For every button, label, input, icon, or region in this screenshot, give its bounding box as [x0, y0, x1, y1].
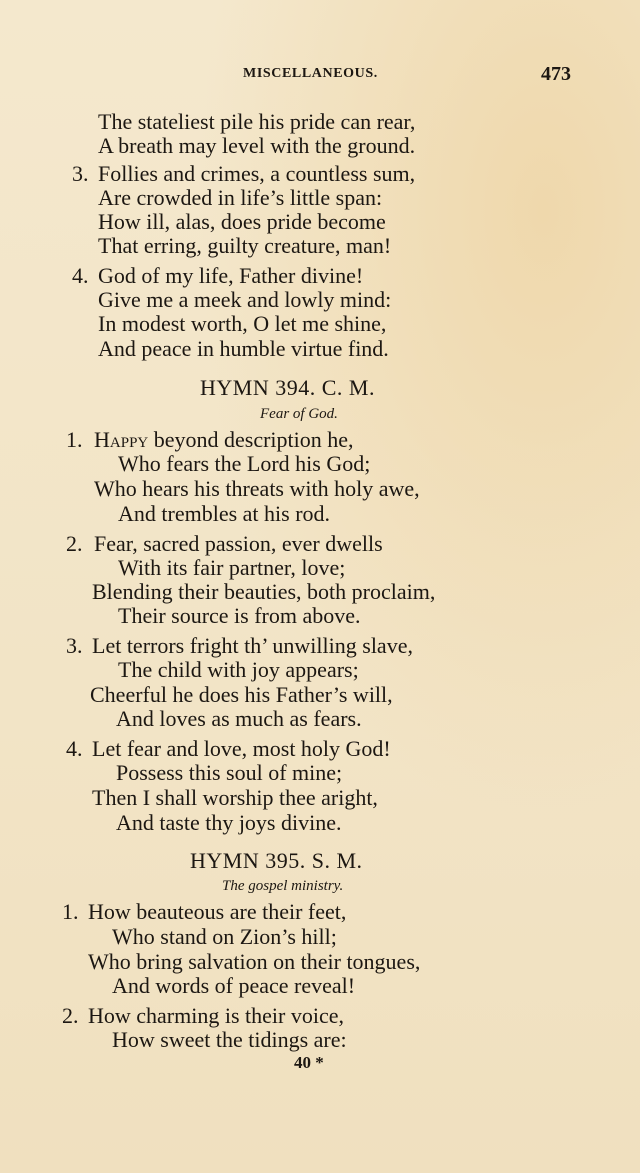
verse-line: Let fear and love, most holy God!	[92, 736, 391, 761]
hymn-subtitle: Fear of God.	[260, 406, 338, 422]
verse-number: 1.	[66, 427, 83, 452]
verse-line: How charming is their voice,	[88, 1003, 344, 1028]
verse-line: Who hears his threats with holy awe,	[94, 476, 420, 501]
verse-line: And trembles at his rod.	[118, 501, 331, 526]
verse-line: Blending their beauties, both proclaim,	[92, 579, 436, 604]
verse-line: In modest worth, O let me shine,	[98, 311, 387, 336]
verse-line: Let terrors fright th’ unwilling slave,	[92, 633, 413, 658]
verse-line: The stateliest pile his pride can rear,	[98, 109, 416, 134]
verse-number: 2.	[62, 1003, 79, 1028]
verse-number: 4.	[72, 263, 89, 288]
verse-line: Are crowded in life’s little span:	[98, 185, 383, 210]
verse-line: Cheerful he does his Father’s will,	[90, 682, 393, 707]
verse-line-rest: beyond description he,	[148, 427, 354, 452]
verse-number: 2.	[66, 531, 83, 556]
verse-line: Give me a meek and lowly mind:	[98, 287, 392, 312]
verse-line: That erring, guilty creature, man!	[98, 233, 392, 258]
verse-line: How beauteous are their feet,	[88, 899, 347, 924]
verse-line: Who fears the Lord his God;	[118, 451, 371, 476]
verse-line: And peace in humble virtue find.	[98, 336, 389, 361]
verse-line: God of my life, Father divine!	[98, 263, 364, 288]
verse-line: And words of peace reveal!	[112, 973, 356, 998]
initial-word: Happy	[94, 427, 149, 452]
verse-line: A breath may level with the ground.	[98, 133, 416, 158]
verse-line: Who bring salvation on their tongues,	[88, 949, 421, 974]
verse-line: Then I shall worship thee aright,	[92, 785, 378, 810]
verse-line: How sweet the tidings are:	[112, 1027, 347, 1052]
verse-number: 4.	[66, 736, 83, 761]
verse-line: With its fair partner, love;	[118, 555, 346, 580]
hymn-subtitle: The gospel ministry.	[222, 878, 344, 894]
signature-mark: 40 *	[294, 1053, 324, 1072]
page-number: 473	[541, 63, 571, 85]
verse-line: Possess this soul of mine;	[116, 760, 343, 785]
verse-number: 3.	[66, 633, 83, 658]
verse-line: Follies and crimes, a countless sum,	[98, 161, 416, 186]
hymn-title: HYMN 394. C. M.	[200, 375, 375, 400]
verse-line: Fear, sacred passion, ever dwells	[94, 531, 383, 556]
verse-line: The child with joy appears;	[118, 657, 359, 682]
verse-line: How ill, alas, does pride become	[98, 209, 386, 234]
page-header	[0, 63, 640, 90]
verse-line: Who stand on Zion’s hill;	[112, 924, 337, 949]
verse-line: And taste thy joys divine.	[116, 810, 342, 835]
verse-number: 1.	[62, 899, 79, 924]
verse-line: And loves as much as fears.	[116, 706, 362, 731]
verse-number: 3.	[72, 161, 89, 186]
verse-line	[94, 428, 354, 452]
verse-line: Their source is from above.	[118, 603, 361, 628]
running-head: MISCELLANEOUS.	[243, 66, 378, 81]
hymn-title: HYMN 395. S. M.	[190, 848, 363, 873]
